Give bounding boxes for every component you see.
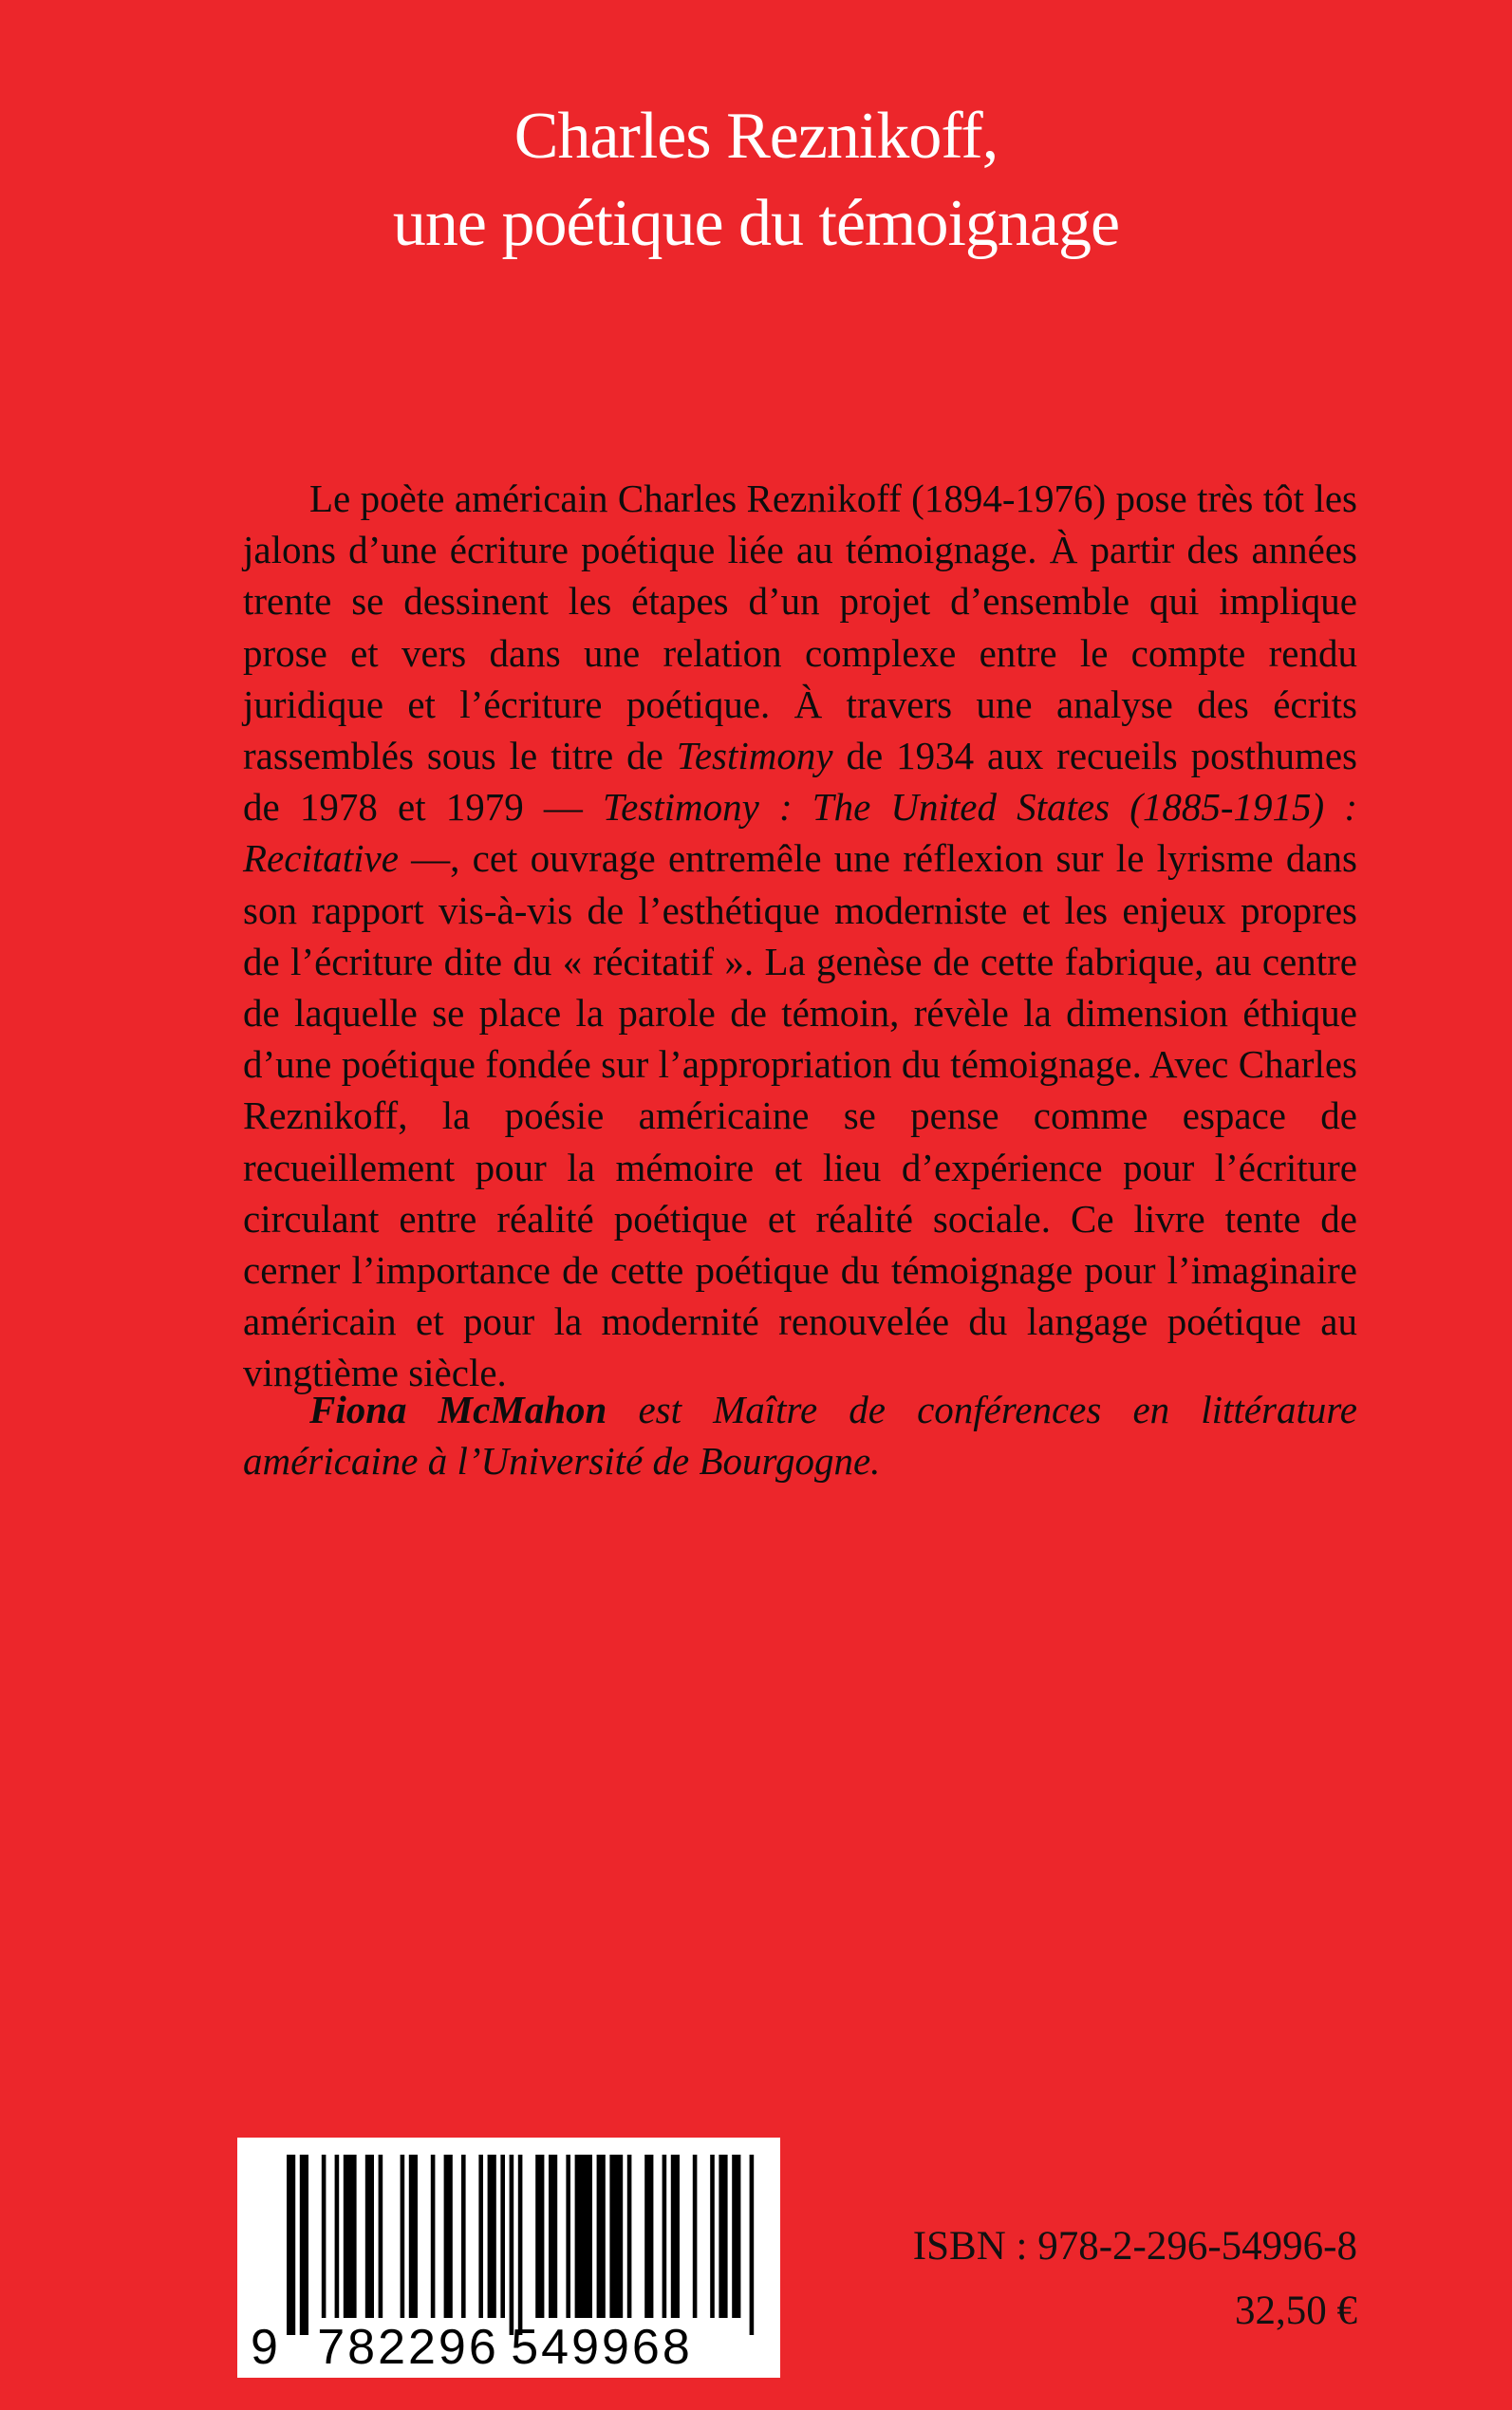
barcode-bar (549, 2155, 557, 2318)
barcode-bar (379, 2155, 383, 2318)
barcode-bar (719, 2155, 727, 2318)
barcode (237, 2138, 780, 2378)
title-line-2: une poétique du témoignage (392, 187, 1120, 260)
barcode-bar (627, 2155, 632, 2318)
barcode-bar (575, 2155, 592, 2318)
barcode-bar (322, 2155, 327, 2318)
barcode-bar (335, 2155, 340, 2318)
barcode-bar (750, 2155, 755, 2335)
blurb-paragraph (243, 473, 1357, 1399)
barcode-bar (500, 2155, 505, 2318)
blurb-part-1: Le poète américain Charles Reznikoff (1894-1976) pose très tôt les jalons d’une écriture poétique liée au témoignage. À partir des années trente se dessinent les étapes d’un projet d’ensemble qui implique prose et vers dans une relation complexe entre le compte rendu juridique et l’écriture poétique. À travers une analyse des écrits rassemblés sous le titre de (243, 476, 1357, 778)
barcode-bar (365, 2155, 374, 2318)
barcode-digits-right: 549968 (511, 2320, 693, 2375)
barcode-bar (431, 2155, 436, 2318)
barcode-bar (409, 2155, 418, 2318)
barcode-bar (671, 2155, 680, 2318)
book-title (0, 93, 1512, 268)
title-line-1: Charles Reznikoff, (513, 100, 999, 173)
price: 32,50 € (1235, 2289, 1357, 2333)
barcode-bar (693, 2155, 698, 2318)
barcode-bar (478, 2155, 483, 2318)
barcode-bar (461, 2155, 466, 2318)
barcode-bar (710, 2155, 715, 2318)
barcode-graphic (237, 2138, 780, 2378)
barcode-bar (300, 2155, 308, 2335)
blurb-works-titles: Testimony : The United States (1885-1915) : Recitative (243, 785, 1357, 881)
author-bio (243, 1384, 1357, 1486)
author-name: Fiona McMahon (309, 1388, 607, 1431)
barcode-bar (518, 2155, 523, 2335)
barcode-digits-left: 782296 (317, 2320, 499, 2375)
barcode-bar (609, 2155, 623, 2318)
barcode-bar (535, 2155, 544, 2318)
barcode-bars (287, 2155, 754, 2335)
barcode-bar (644, 2155, 653, 2318)
author-description: est Maître de conférences en littérature américaine à l’Université de Bourgogne. (243, 1388, 1357, 1483)
blurb-part-3: —, cet ouvrage entremêle une réflexion sur le lyrisme dans son rapport vis-à-vis de l’esthétique moderniste et les enjeux propres de l’écriture dite du « récitatif ». La genèse de cette fabrique, au centre de laquelle se place la parole de témoin, révèle la dimension éthique d’une poétique fondée sur l’appropriation du témoignage. Avec Charles Reznikoff, la poésie américaine se pense comme espace de recueillement pour la mémoire et lieu d’expérience pour l’écriture circulant entre réalité poétique et réalité sociale. Ce livre tente de cerner l’importance de cette poétique du témoignage pour l’imaginaire américain et pour la modernité renouvelée du langage poétique au vingtième siècle. (243, 836, 1357, 1395)
barcode-bar (287, 2155, 295, 2335)
barcode-digit-first: 9 (251, 2320, 278, 2375)
barcode-bar (401, 2155, 405, 2318)
barcode-bar (663, 2155, 667, 2318)
barcode-bar (344, 2155, 357, 2318)
barcode-bar (444, 2155, 453, 2318)
barcode-bar (597, 2155, 606, 2318)
blurb-testimony-title: Testimony (676, 734, 833, 778)
barcode-bar (732, 2155, 740, 2318)
barcode-bar (488, 2155, 496, 2318)
barcode-bar (510, 2155, 514, 2335)
isbn: ISBN : 978-2-296-54996-8 (912, 2224, 1357, 2269)
barcode-bar (566, 2155, 570, 2318)
blurb-part-2: de 1934 aux recueils posthumes de 1978 et 1979 — (243, 734, 1357, 830)
